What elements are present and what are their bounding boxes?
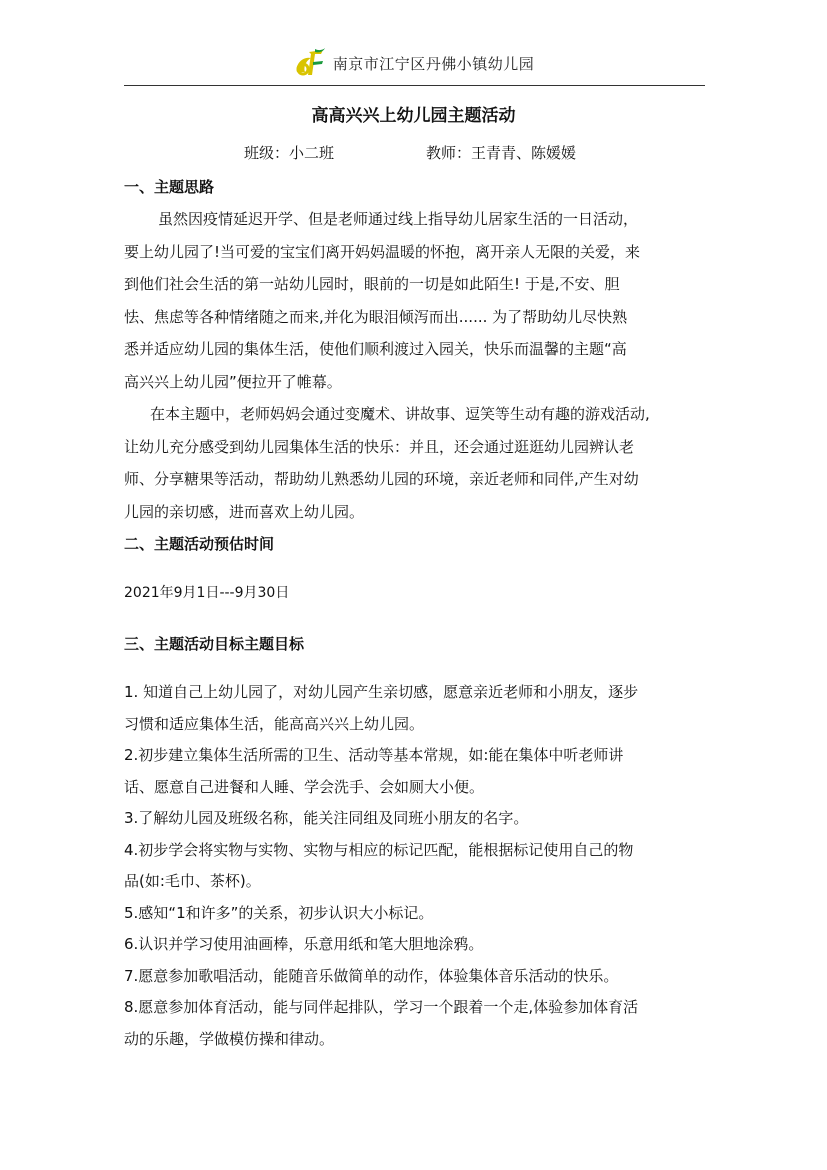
paragraph-line: 高兴兴上幼儿园”便拉开了帷幕。 <box>124 372 342 391</box>
paragraph-line: 师、分享糖果等活动，帮助幼儿熟悉幼儿园的环境，亲近老师和同伴,产生对幼 <box>124 470 639 488</box>
goal-line: 话、愿意自己进餐和人睡、学会洗手、会如厕大小便。 <box>124 777 485 796</box>
goal-line: 7.愿意参加歌唱活动，能随音乐做简单的动作，体验集体音乐活动的快乐。 <box>124 966 619 985</box>
section-heading-goals: 三、主题活动目标主题目标 <box>124 635 305 653</box>
goal-line: 4.初步学会将实物与实物、实物与相应的标记匹配，能根据标记使用自己的物 <box>124 840 634 859</box>
theme-idea-paragraph-1 <box>124 203 708 398</box>
df-logo-icon <box>293 48 327 78</box>
goal-line: 1. 知道自己上幼儿园了，对幼儿园产生亲切感，愿意亲近老师和小朋友，逐步 <box>124 683 639 701</box>
school-name: 南京市江宁区丹佛小镇幼儿园 <box>332 54 535 73</box>
paragraph-line: 要上幼儿园了!当可爱的宝宝们离开妈妈温暖的怀抱，离开亲人无限的关爱，来 <box>124 242 641 261</box>
paragraph-line: 儿园的亲切感，进而喜欢上幼儿园。 <box>124 502 365 521</box>
goal-line: 5.感知“1和许多”的关系，初步认识大小标记。 <box>124 903 434 922</box>
paragraph-line: 虽然因疫情延迟开学、但是老师通过线上指导幼儿居家生活的一日活动， <box>158 210 639 228</box>
goal-line: 3.了解幼儿园及班级名称，能关注同组及同班小朋友的名字。 <box>124 809 529 827</box>
goals-list <box>124 677 714 1055</box>
paragraph-line: 让幼儿充分感受到幼儿园集体生活的快乐：并且，还会通过逛逛幼儿园辨认老 <box>124 437 635 456</box>
goal-line: 8.愿意参加体育活动，能与同伴起排队，学习一个跟着一个走,体验参加体育活 <box>124 998 639 1016</box>
goal-line: 动的乐趣，学做模仿操和律动。 <box>124 1029 335 1048</box>
document-title: 高高兴兴上幼儿园主题活动 <box>311 106 516 126</box>
date-range: 2021年9月1日---9月30日 <box>124 585 290 601</box>
page-header <box>0 46 827 80</box>
goal-line: 品(如:毛巾、茶杯)。 <box>124 872 261 890</box>
paragraph-line: 怯、焦虑等各种情绪随之而来,并化为眼泪倾泻而出...... 为了帮助幼儿尽快熟 <box>124 307 628 326</box>
section-heading-theme-idea: 一、主题思路 <box>124 178 215 196</box>
goal-line: 习惯和适应集体生活，能高高兴兴上幼儿园。 <box>124 714 425 733</box>
theme-idea-paragraph-2 <box>124 398 708 528</box>
paragraph-line: 到他们社会生活的第一站幼儿园时，眼前的一切是如此陌生! 于是,不安、胆 <box>124 275 620 293</box>
teacher-label: 教师：王青青、陈媛媛 <box>426 144 577 162</box>
class-label: 班级：小二班 <box>244 144 335 162</box>
header-divider <box>124 85 705 86</box>
paragraph-line: 悉并适应幼儿园的集体生活，使他们顺利渡过入园关，快乐而温馨的主题“高 <box>124 340 627 358</box>
section-heading-time: 二、主题活动预估时间 <box>124 535 275 553</box>
goal-line: 2.初步建立集体生活所需的卫生、活动等基本常规，如:能在集体中听老师讲 <box>124 746 624 764</box>
paragraph-line: 在本主题中，老师妈妈会通过变魔术、讲故事、逗笑等生动有趣的游戏活动, <box>150 405 650 423</box>
goal-line: 6.认识并学习使用油画棒，乐意用纸和笔大胆地涂鸦。 <box>124 935 484 953</box>
